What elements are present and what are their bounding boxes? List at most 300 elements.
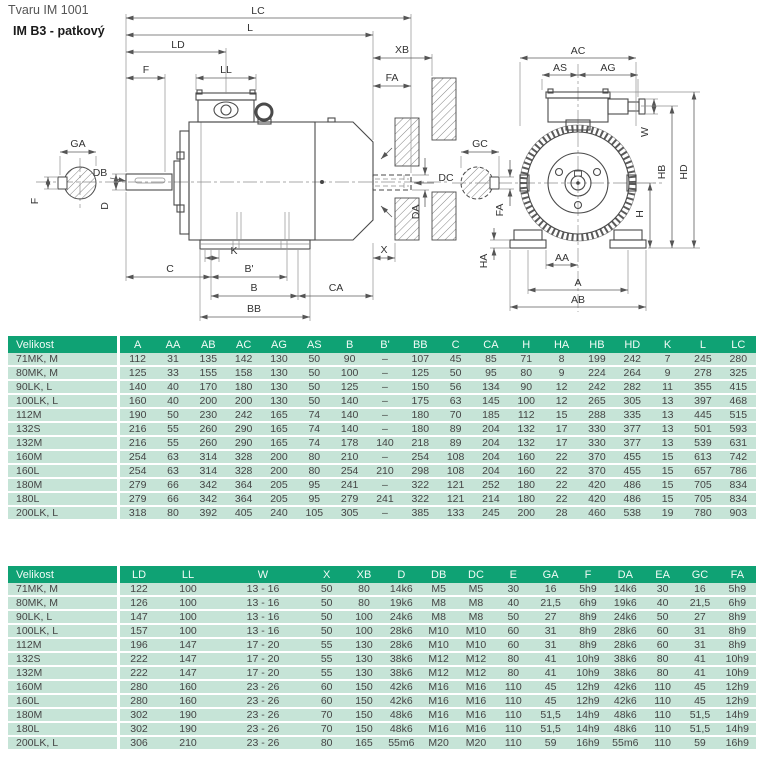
column-header: FA [719, 566, 756, 583]
value-cell: 63 [155, 465, 190, 479]
value-cell: 140 [332, 395, 367, 409]
value-cell: 147 [158, 667, 218, 681]
value-cell: M20 [420, 737, 457, 751]
value-cell: 45 [532, 681, 569, 695]
value-cell: 110 [495, 695, 532, 709]
value-cell: 10h9 [569, 653, 606, 667]
value-cell: 50 [495, 611, 532, 625]
value-cell: 15 [650, 479, 685, 493]
value-cell: M5 [420, 583, 457, 597]
value-cell: 200 [226, 395, 261, 409]
value-cell: 31 [532, 625, 569, 639]
value-cell: 204 [473, 437, 508, 451]
column-header: XB [345, 566, 382, 583]
front-view [452, 45, 700, 312]
terminal-box [198, 100, 254, 122]
value-cell: 125 [332, 381, 367, 395]
value-cell: 121 [438, 493, 473, 507]
value-cell: 19 [650, 507, 685, 521]
dim-label-lc: LC [251, 5, 265, 17]
value-cell: 100 [509, 395, 544, 409]
table-row [8, 367, 756, 381]
cable-gland [214, 102, 238, 118]
value-cell: 125 [120, 367, 155, 381]
value-cell: 11 [650, 381, 685, 395]
value-cell: 160 [158, 695, 218, 709]
value-cell: – [367, 479, 402, 493]
value-cell: 100 [158, 625, 218, 639]
column-header: HD [615, 336, 650, 353]
value-cell: 593 [721, 423, 756, 437]
size-cell: 90LK, L [8, 381, 120, 395]
size-cell: 200LK, L [8, 737, 120, 751]
value-cell: M12 [420, 653, 457, 667]
value-cell: 130 [261, 367, 296, 381]
value-cell: 55 [308, 667, 345, 681]
value-cell: 180 [226, 381, 261, 395]
value-cell: 95 [473, 367, 508, 381]
table-row [8, 451, 756, 465]
value-cell: 397 [685, 395, 720, 409]
value-cell: 742 [721, 451, 756, 465]
dim-label-c: C [166, 263, 174, 275]
column-header: GC [681, 566, 718, 583]
value-cell: 8h9 [569, 639, 606, 653]
value-cell: 155 [191, 367, 226, 381]
value-cell: 45 [681, 681, 718, 695]
value-cell: 6h9 [569, 597, 606, 611]
value-cell: 175 [403, 395, 438, 409]
column-header: DA [607, 566, 644, 583]
value-cell: 13 [650, 395, 685, 409]
value-cell: 40 [155, 381, 190, 395]
value-cell: 165 [261, 437, 296, 451]
column-header: CA [473, 336, 508, 353]
value-cell: 370 [579, 451, 614, 465]
dimensions-table-shaft [8, 566, 756, 751]
value-cell: 50 [308, 597, 345, 611]
value-cell: 455 [615, 451, 650, 465]
dim-label-w: W [639, 127, 651, 137]
dim-label-k: K [230, 245, 238, 257]
value-cell: 405 [226, 507, 261, 521]
column-header: E [495, 566, 532, 583]
value-cell: 415 [721, 381, 756, 395]
value-cell: 100 [345, 611, 382, 625]
value-cell: 110 [644, 681, 681, 695]
column-header: AC [226, 336, 261, 353]
table-row [8, 395, 756, 409]
value-cell: 95 [297, 479, 332, 493]
size-cell: 100LK, L [8, 395, 120, 409]
value-cell: – [367, 409, 402, 423]
value-cell: 80 [495, 653, 532, 667]
front-view-dimensions [478, 45, 700, 311]
value-cell: 23 - 26 [218, 723, 308, 737]
value-cell: M16 [457, 723, 494, 737]
value-cell: 130 [345, 667, 382, 681]
table-row [8, 639, 756, 653]
value-cell: 50 [297, 353, 332, 367]
table-row [8, 723, 756, 737]
value-cell: 486 [615, 479, 650, 493]
value-cell: 254 [120, 465, 155, 479]
value-cell: 31 [681, 625, 718, 639]
size-cell: 71MK, M [8, 583, 120, 597]
value-cell: 31 [681, 639, 718, 653]
value-cell: 17 [544, 437, 579, 451]
value-cell: M12 [420, 667, 457, 681]
value-cell: 199 [579, 353, 614, 367]
value-cell: 80 [297, 451, 332, 465]
value-cell: 279 [332, 493, 367, 507]
value-cell: 260 [191, 423, 226, 437]
value-cell: 41 [532, 667, 569, 681]
value-cell: 364 [226, 493, 261, 507]
value-cell: 224 [579, 367, 614, 381]
value-cell: 13 - 16 [218, 597, 308, 611]
value-cell: 180 [403, 409, 438, 423]
value-cell: 218 [403, 437, 438, 451]
value-cell: 15 [650, 465, 685, 479]
value-cell: 80 [297, 465, 332, 479]
table-row [8, 737, 756, 751]
value-cell: 132 [509, 423, 544, 437]
value-cell: 19k6 [607, 597, 644, 611]
value-cell: 10h9 [719, 667, 756, 681]
value-cell: 8h9 [569, 611, 606, 625]
value-cell: 55 [308, 639, 345, 653]
value-cell: 132 [509, 437, 544, 451]
value-cell: M10 [420, 639, 457, 653]
value-cell: 130 [345, 639, 382, 653]
value-cell: 205 [261, 493, 296, 507]
value-cell: 14h9 [719, 723, 756, 737]
value-cell: 13 [650, 437, 685, 451]
value-cell: 13 - 16 [218, 625, 308, 639]
column-header: AA [155, 336, 190, 353]
value-cell: 28k6 [607, 625, 644, 639]
value-cell: 254 [403, 451, 438, 465]
value-cell: M20 [457, 737, 494, 751]
value-cell: M16 [457, 709, 494, 723]
value-cell: 147 [158, 653, 218, 667]
value-cell: 12 [544, 381, 579, 395]
value-cell: 14h9 [719, 709, 756, 723]
value-cell: 31 [532, 639, 569, 653]
value-cell: 28 [544, 507, 579, 521]
value-cell: 17 - 20 [218, 667, 308, 681]
dim-label-f: F [142, 64, 150, 76]
value-cell: 13 - 16 [218, 611, 308, 625]
column-header: HB [579, 336, 614, 353]
value-cell: 150 [345, 723, 382, 737]
table-row [8, 423, 756, 437]
value-cell: 51,5 [532, 723, 569, 737]
size-cell: 180L [8, 723, 120, 737]
column-header: X [308, 566, 345, 583]
dim-label-bb: BB [246, 303, 262, 315]
column-header: K [650, 336, 685, 353]
value-cell: 328 [226, 465, 261, 479]
value-cell: 21,5 [681, 597, 718, 611]
value-cell: 196 [120, 639, 158, 653]
value-cell: 42k6 [607, 681, 644, 695]
value-cell: 130 [261, 395, 296, 409]
value-cell: 45 [681, 695, 718, 709]
cable-gland-front [608, 99, 628, 114]
column-header-size: Velikost [8, 336, 120, 353]
value-cell: 16 [681, 583, 718, 597]
value-cell: 147 [120, 611, 158, 625]
table-row [8, 653, 756, 667]
value-cell: – [367, 353, 402, 367]
value-cell: 15 [650, 493, 685, 507]
value-cell: 190 [158, 709, 218, 723]
table-row [8, 381, 756, 395]
dim-label-x: X [380, 244, 388, 256]
value-cell: 50 [308, 611, 345, 625]
value-cell: 455 [615, 465, 650, 479]
dim-label-da: DA [410, 204, 422, 220]
motor-body [174, 90, 373, 249]
value-cell: 125 [403, 367, 438, 381]
column-header: L [685, 336, 720, 353]
value-cell: 45 [438, 353, 473, 367]
value-cell: 12h9 [569, 695, 606, 709]
dim-label-d: D [99, 202, 111, 210]
value-cell: 50 [297, 367, 332, 381]
value-cell: 786 [721, 465, 756, 479]
value-cell: 13 [650, 409, 685, 423]
value-cell: 112 [120, 353, 155, 367]
value-cell: 100 [345, 625, 382, 639]
side-view [29, 5, 456, 321]
value-cell: 8h9 [719, 625, 756, 639]
value-cell: 15 [544, 409, 579, 423]
value-cell: 342 [191, 479, 226, 493]
value-cell: 5h9 [569, 583, 606, 597]
size-cell: 160M [8, 451, 120, 465]
airflow-arrow [381, 148, 392, 159]
value-cell: 486 [615, 493, 650, 507]
value-cell: M16 [420, 681, 457, 695]
value-cell: 22 [544, 451, 579, 465]
dim-label-ac: AC [570, 45, 586, 57]
value-cell: 51,5 [532, 709, 569, 723]
value-cell: 265 [579, 395, 614, 409]
value-cell: 17 - 20 [218, 653, 308, 667]
value-cell: 170 [191, 381, 226, 395]
table-row [8, 353, 756, 367]
value-cell: 105 [297, 507, 332, 521]
value-cell: 377 [615, 423, 650, 437]
value-cell: M16 [420, 723, 457, 737]
table-row [8, 493, 756, 507]
value-cell: 23 - 26 [218, 737, 308, 751]
page-title: Tvaru IM 1001 [8, 3, 89, 17]
value-cell: 100 [158, 597, 218, 611]
value-cell: 165 [345, 737, 382, 751]
value-cell: 222 [120, 653, 158, 667]
value-cell: 80 [345, 583, 382, 597]
value-cell: 55m6 [607, 737, 644, 751]
size-cell: 100LK, L [8, 625, 120, 639]
value-cell: 38k6 [383, 653, 420, 667]
column-header: GA [532, 566, 569, 583]
value-cell: 314 [191, 451, 226, 465]
table-row [8, 611, 756, 625]
value-cell: 23 - 26 [218, 681, 308, 695]
value-cell: 16h9 [569, 737, 606, 751]
value-cell: 322 [403, 479, 438, 493]
column-header: AB [191, 336, 226, 353]
value-cell: 288 [579, 409, 614, 423]
value-cell: 60 [308, 695, 345, 709]
value-cell: 17 - 20 [218, 639, 308, 653]
value-cell: 80 [155, 507, 190, 521]
value-cell: 22 [544, 465, 579, 479]
value-cell: 242 [615, 353, 650, 367]
value-cell: – [367, 367, 402, 381]
value-cell: 63 [438, 395, 473, 409]
value-cell: 705 [685, 479, 720, 493]
value-cell: 185 [473, 409, 508, 423]
table-row [8, 709, 756, 723]
value-cell: 140 [332, 423, 367, 437]
front-shaft [93, 167, 172, 210]
value-cell: 200 [261, 451, 296, 465]
value-cell: 74 [297, 423, 332, 437]
dim-label-hb: HB [656, 164, 668, 180]
value-cell: 50 [308, 625, 345, 639]
value-cell: 110 [644, 709, 681, 723]
value-cell: 40 [155, 395, 190, 409]
value-cell: 60 [644, 639, 681, 653]
column-header: DB [420, 566, 457, 583]
value-cell: 240 [261, 507, 296, 521]
value-cell: 121 [438, 479, 473, 493]
value-cell: 63 [155, 451, 190, 465]
value-cell: 204 [473, 451, 508, 465]
value-cell: 135 [191, 353, 226, 367]
value-cell: – [367, 423, 402, 437]
value-cell: 377 [615, 437, 650, 451]
value-cell: 252 [473, 479, 508, 493]
value-cell: 834 [721, 479, 756, 493]
header-row [8, 336, 756, 353]
column-header: B' [367, 336, 402, 353]
value-cell: 445 [685, 409, 720, 423]
value-cell: 70 [308, 709, 345, 723]
column-header: DC [457, 566, 494, 583]
column-header: LC [721, 336, 756, 353]
size-cell: 160L [8, 695, 120, 709]
value-cell: 60 [644, 625, 681, 639]
value-cell: 322 [403, 493, 438, 507]
dim-label-ca: CA [328, 282, 344, 294]
value-cell: 140 [120, 381, 155, 395]
value-cell: 290 [226, 437, 261, 451]
value-cell: 89 [438, 437, 473, 451]
page-subtitle: IM B3 - patkový [13, 24, 105, 38]
value-cell: 40 [495, 597, 532, 611]
value-cell: 134 [473, 381, 508, 395]
value-cell: 14k6 [607, 583, 644, 597]
value-cell: 55 [155, 423, 190, 437]
value-cell: M8 [457, 611, 494, 625]
value-cell: 38k6 [383, 667, 420, 681]
value-cell: 12h9 [569, 681, 606, 695]
value-cell: 51,5 [681, 709, 718, 723]
value-cell: 325 [721, 367, 756, 381]
value-cell: 204 [473, 465, 508, 479]
value-cell: 16 [532, 583, 569, 597]
value-cell: 420 [579, 493, 614, 507]
value-cell: 71 [509, 353, 544, 367]
value-cell: 460 [579, 507, 614, 521]
value-cell: 55 [155, 437, 190, 451]
value-cell: 280 [120, 695, 158, 709]
value-cell: 130 [261, 381, 296, 395]
value-cell: 515 [721, 409, 756, 423]
value-cell: 133 [438, 507, 473, 521]
value-cell: M12 [457, 653, 494, 667]
value-cell: 42k6 [383, 695, 420, 709]
value-cell: 21,5 [532, 597, 569, 611]
value-cell: 30 [644, 583, 681, 597]
value-cell: 539 [685, 437, 720, 451]
value-cell: 330 [579, 423, 614, 437]
table-row [8, 667, 756, 681]
value-cell: – [367, 395, 402, 409]
value-cell: M16 [457, 681, 494, 695]
value-cell: 45 [532, 695, 569, 709]
value-cell: 41 [681, 653, 718, 667]
value-cell: 55 [308, 653, 345, 667]
value-cell: 160 [509, 451, 544, 465]
value-cell: 110 [644, 723, 681, 737]
value-cell: 80 [644, 653, 681, 667]
value-cell: 12h9 [719, 681, 756, 695]
value-cell: 210 [158, 737, 218, 751]
value-cell: 60 [495, 639, 532, 653]
value-cell: 16h9 [719, 737, 756, 751]
dim-label-ha: HA [478, 253, 490, 269]
value-cell: 80 [345, 597, 382, 611]
table-row [8, 409, 756, 423]
value-cell: 130 [345, 653, 382, 667]
value-cell: 230 [191, 409, 226, 423]
size-cell: 132S [8, 653, 120, 667]
value-cell: 160 [158, 681, 218, 695]
rear-shaft-section [461, 138, 514, 216]
dim-label-db: DB [92, 167, 108, 179]
value-cell: 38k6 [607, 653, 644, 667]
value-cell: 15 [650, 451, 685, 465]
value-cell: 110 [495, 723, 532, 737]
value-cell: 28k6 [607, 639, 644, 653]
value-cell: 157 [120, 625, 158, 639]
size-cell: 160L [8, 465, 120, 479]
size-cell: 132M [8, 667, 120, 681]
value-cell: 42k6 [607, 695, 644, 709]
motor-feet [200, 212, 310, 249]
value-cell: 10h9 [569, 667, 606, 681]
value-cell: 17 [544, 423, 579, 437]
column-header: LL [158, 566, 218, 583]
value-cell: 241 [332, 479, 367, 493]
